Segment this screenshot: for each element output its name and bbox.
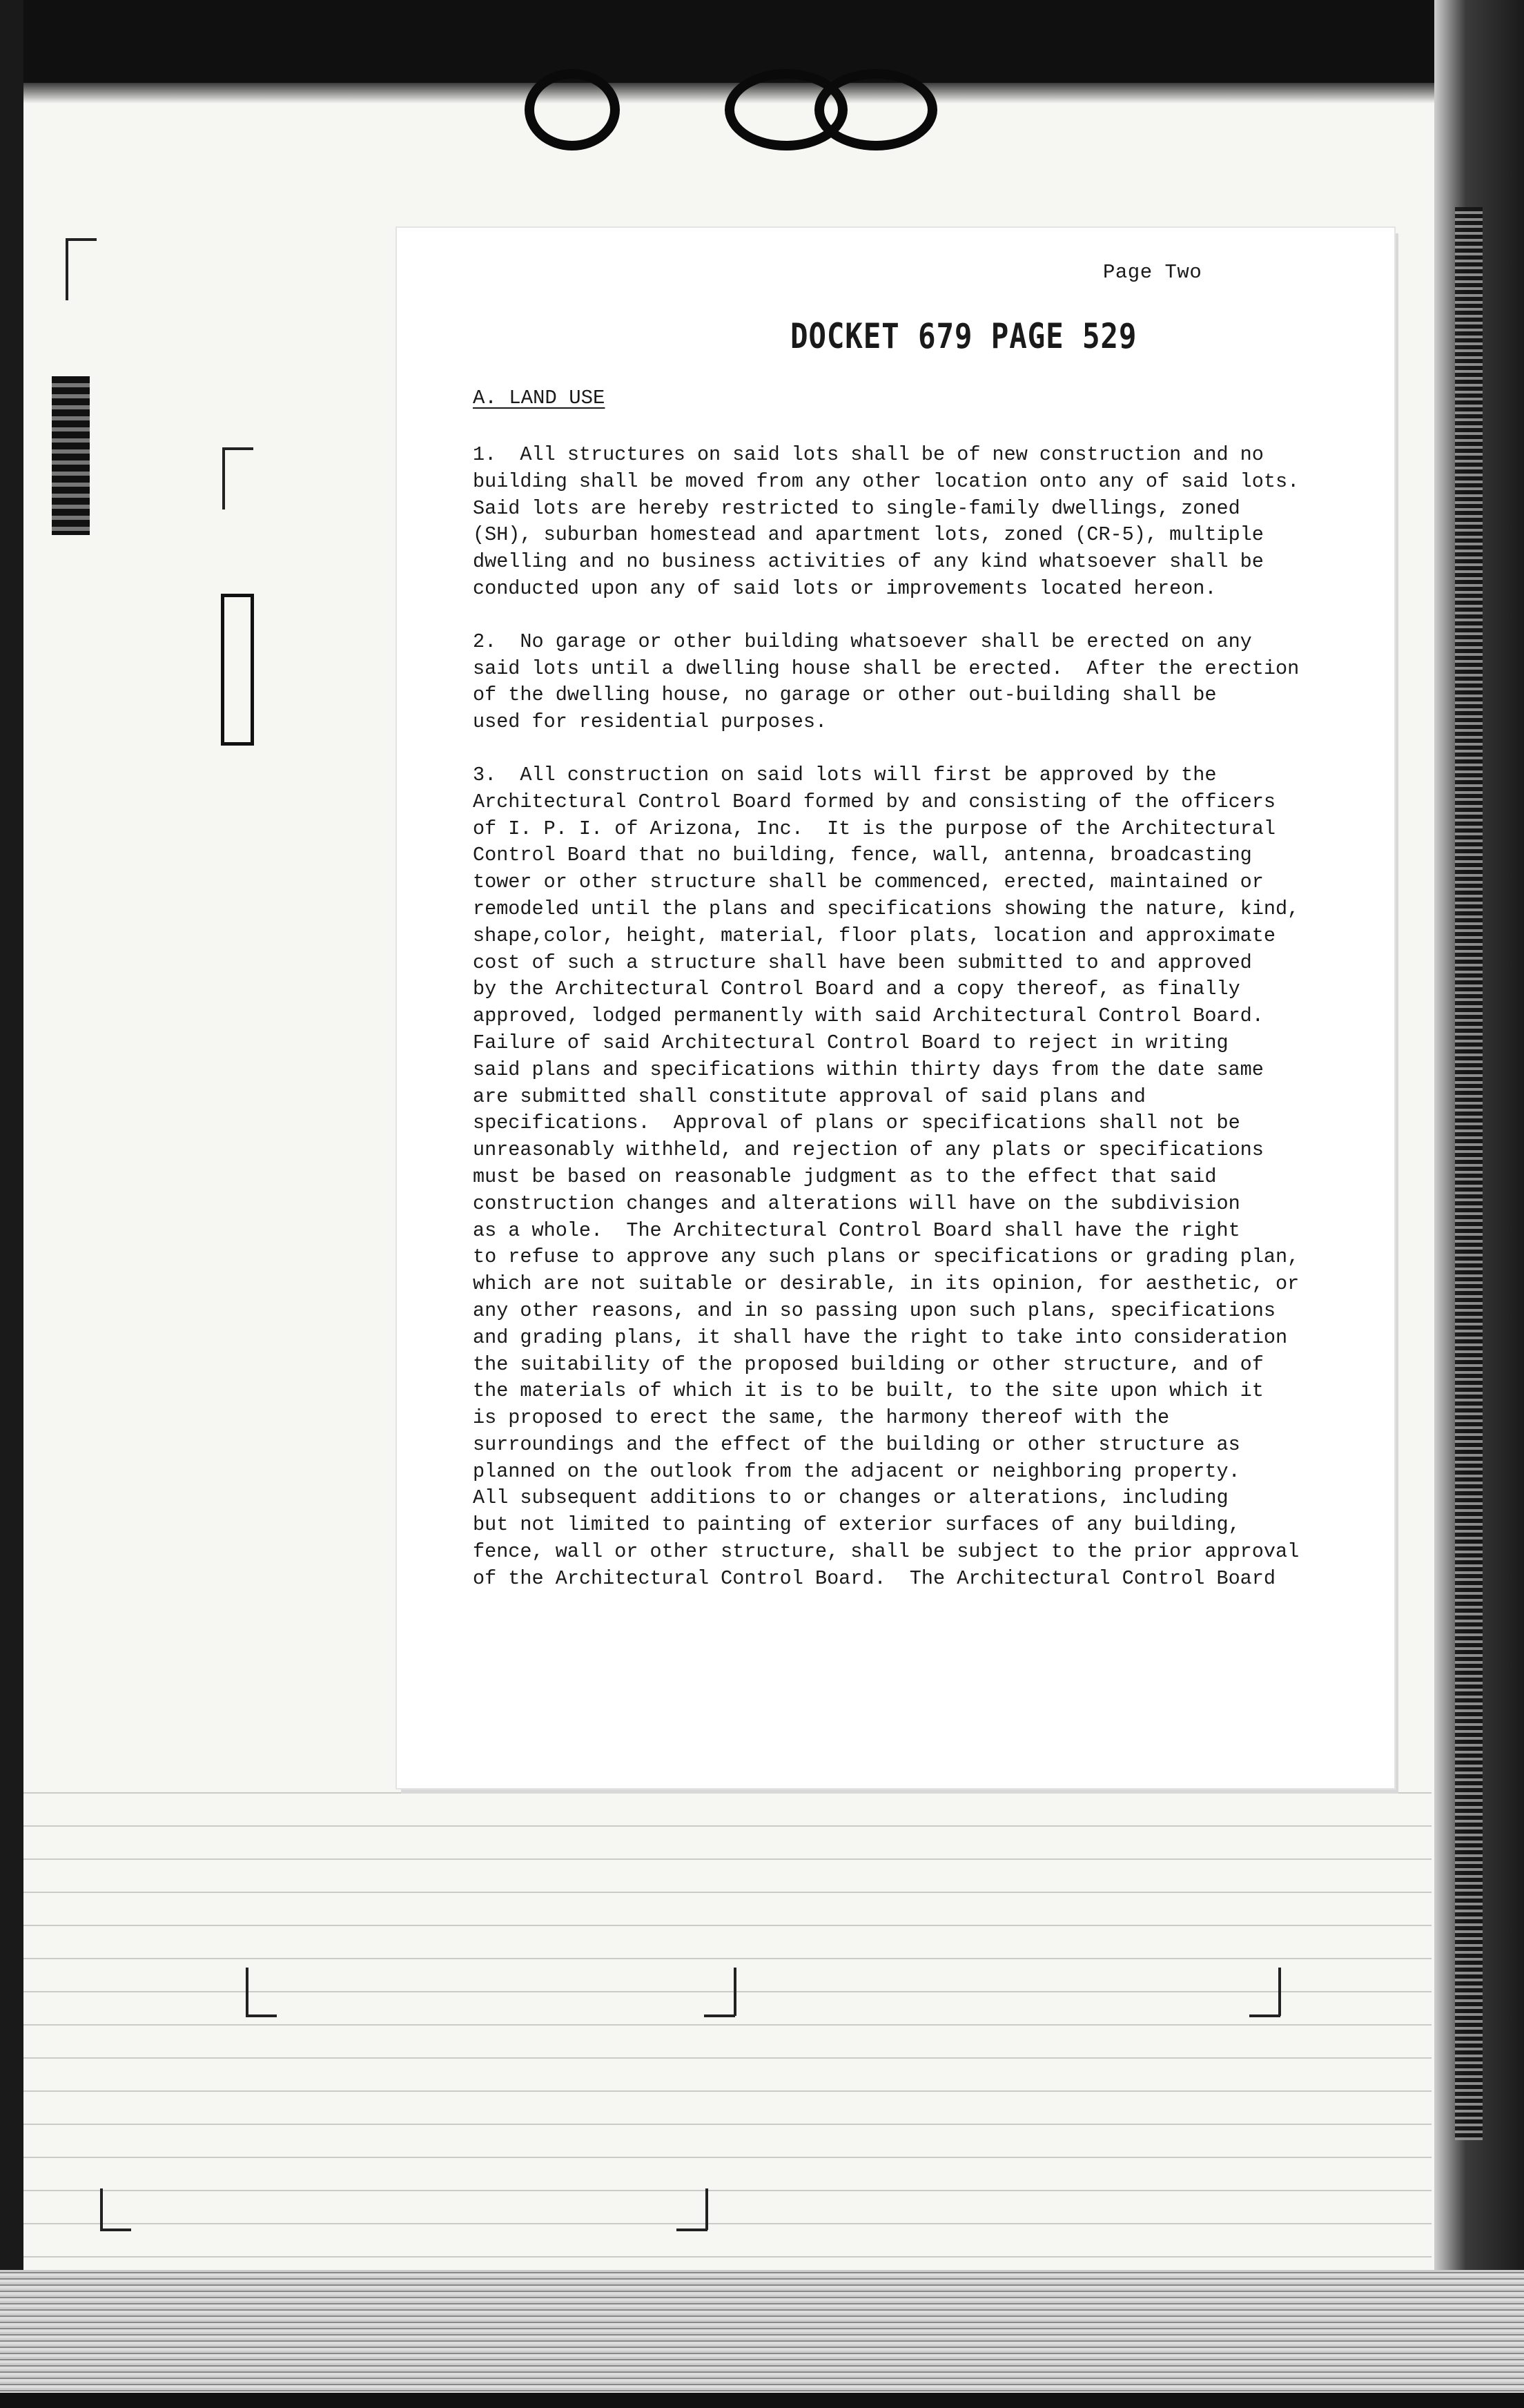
text-line: must be based on reasonable judgment as to the effect that said bbox=[473, 1165, 1217, 1188]
text-line: Said lots are hereby restricted to single-family dwellings, zoned bbox=[473, 496, 1240, 520]
scan-noise-left bbox=[52, 376, 90, 535]
text-line: and grading plans, it shall have the right to take into consideration bbox=[473, 1326, 1288, 1349]
text-line: of the dwelling house, no garage or other out-building shall be bbox=[473, 683, 1217, 707]
scan-edge-bottom bbox=[0, 2393, 1524, 2408]
text-line: said lots until a dwelling house shall be erected. After the erection bbox=[473, 657, 1300, 680]
handwriting-mark bbox=[525, 69, 620, 150]
text-line: planned on the outlook from the adjacent or neighboring property. bbox=[473, 1459, 1240, 1483]
text-line: the materials of which it is to be built, to the site upon which it bbox=[473, 1379, 1264, 1403]
text-line: shape,color, height, material, floor plats, location and approximate bbox=[473, 924, 1276, 947]
text-line: building shall be moved from any other location onto any of said lots. bbox=[473, 469, 1300, 493]
text-line: used for residential purposes. bbox=[473, 710, 828, 734]
text-line: All subsequent additions to or changes or alterations, including bbox=[473, 1486, 1229, 1510]
crop-mark bbox=[222, 447, 225, 509]
page-number: Page Two bbox=[1103, 261, 1202, 284]
text-line: 3. All construction on said lots will first be approved by the bbox=[473, 763, 1217, 786]
text-line: by the Architectural Control Board and a copy thereof, as finally bbox=[473, 978, 1240, 1001]
crop-mark bbox=[66, 238, 68, 300]
text-line: are submitted shall constitute approval of said plans and bbox=[473, 1085, 1146, 1108]
paragraph bbox=[473, 629, 1349, 736]
crop-mark bbox=[100, 2188, 103, 2230]
text-line: Architectural Control Board formed by and consisting of the officers bbox=[473, 790, 1276, 813]
crop-mark bbox=[704, 2014, 735, 2017]
text-line: to refuse to approve any such plans or specifications or grading plan, bbox=[473, 1245, 1300, 1269]
text-line: unreasonably withheld, and rejection of any plats or specifications bbox=[473, 1138, 1264, 1162]
crop-mark bbox=[1278, 1968, 1281, 2016]
crop-mark bbox=[100, 2229, 131, 2231]
text-line: (SH), suburban homestead and apartment lots, zoned (CR-5), multiple bbox=[473, 523, 1264, 547]
text-line: tower or other structure shall be commenced, erected, maintained or bbox=[473, 871, 1264, 894]
text-line: is proposed to erect the same, the harmony thereof with the bbox=[473, 1406, 1170, 1430]
handwriting-mark bbox=[814, 69, 937, 150]
crop-mark bbox=[676, 2229, 707, 2231]
document-body bbox=[473, 442, 1349, 1619]
crop-mark bbox=[246, 2014, 277, 2017]
text-line: Control Board that no building, fence, wall, antenna, broadcasting bbox=[473, 844, 1252, 867]
scan-ruled-lines bbox=[23, 1760, 1432, 2313]
crop-mark bbox=[734, 1968, 736, 2016]
text-line: which are not suitable or desirable, in its opinion, for aesthetic, or bbox=[473, 1272, 1300, 1296]
text-line: Failure of said Architectural Control Board to reject in writing bbox=[473, 1031, 1229, 1054]
docket-stamp: DOCKET 679 PAGE 529 bbox=[790, 316, 1137, 356]
text-line: approved, lodged permanently with said Architectural Control Board. bbox=[473, 1004, 1264, 1028]
text-line: of I. P. I. of Arizona, Inc. It is the purpose of the Architectural bbox=[473, 817, 1276, 840]
text-line: 2. No garage or other building whatsoever shall be erected on any bbox=[473, 630, 1252, 653]
scan-border-left bbox=[0, 0, 23, 2408]
text-line: 1. All structures on said lots shall be of new construction and no bbox=[473, 443, 1264, 466]
paragraph bbox=[473, 442, 1349, 603]
text-line: conducted upon any of said lots or improvements located hereon. bbox=[473, 576, 1217, 600]
text-line: remodeled until the plans and specifications showing the nature, kind, bbox=[473, 897, 1300, 920]
scan-border-top bbox=[0, 0, 1524, 83]
crop-mark bbox=[1249, 2014, 1280, 2017]
text-line: any other reasons, and in so passing upon such plans, specifications bbox=[473, 1299, 1276, 1322]
scan-border-bottom bbox=[0, 2270, 1524, 2408]
text-line: fence, wall or other structure, shall be subject to the prior approval bbox=[473, 1540, 1300, 1564]
crop-mark bbox=[222, 447, 253, 450]
crop-mark bbox=[705, 2188, 708, 2230]
text-line: construction changes and alterations will have on the subdivision bbox=[473, 1192, 1240, 1215]
text-line: said plans and specifications within thirty days from the date same bbox=[473, 1058, 1264, 1081]
paragraph bbox=[473, 762, 1349, 1593]
binding-slot bbox=[221, 594, 254, 746]
text-line: of the Architectural Control Board. The Architectural Control Board bbox=[473, 1566, 1276, 1590]
text-line: but not limited to painting of exterior surfaces of any building, bbox=[473, 1513, 1240, 1537]
scan-noise-right bbox=[1455, 207, 1483, 2140]
crop-mark bbox=[246, 1968, 248, 2016]
section-heading: A. LAND USE bbox=[473, 387, 605, 409]
crop-mark bbox=[66, 238, 97, 241]
text-line: cost of such a structure shall have been submitted to and approved bbox=[473, 951, 1252, 974]
text-line: the suitability of the proposed building or other structure, and of bbox=[473, 1352, 1264, 1376]
text-line: as a whole. The Architectural Control Board shall have the right bbox=[473, 1218, 1240, 1242]
text-line: specifications. Approval of plans or specifications shall not be bbox=[473, 1111, 1240, 1135]
text-line: dwelling and no business activities of any kind whatsoever shall be bbox=[473, 550, 1264, 574]
text-line: surroundings and the effect of the building or other structure as bbox=[473, 1433, 1240, 1456]
